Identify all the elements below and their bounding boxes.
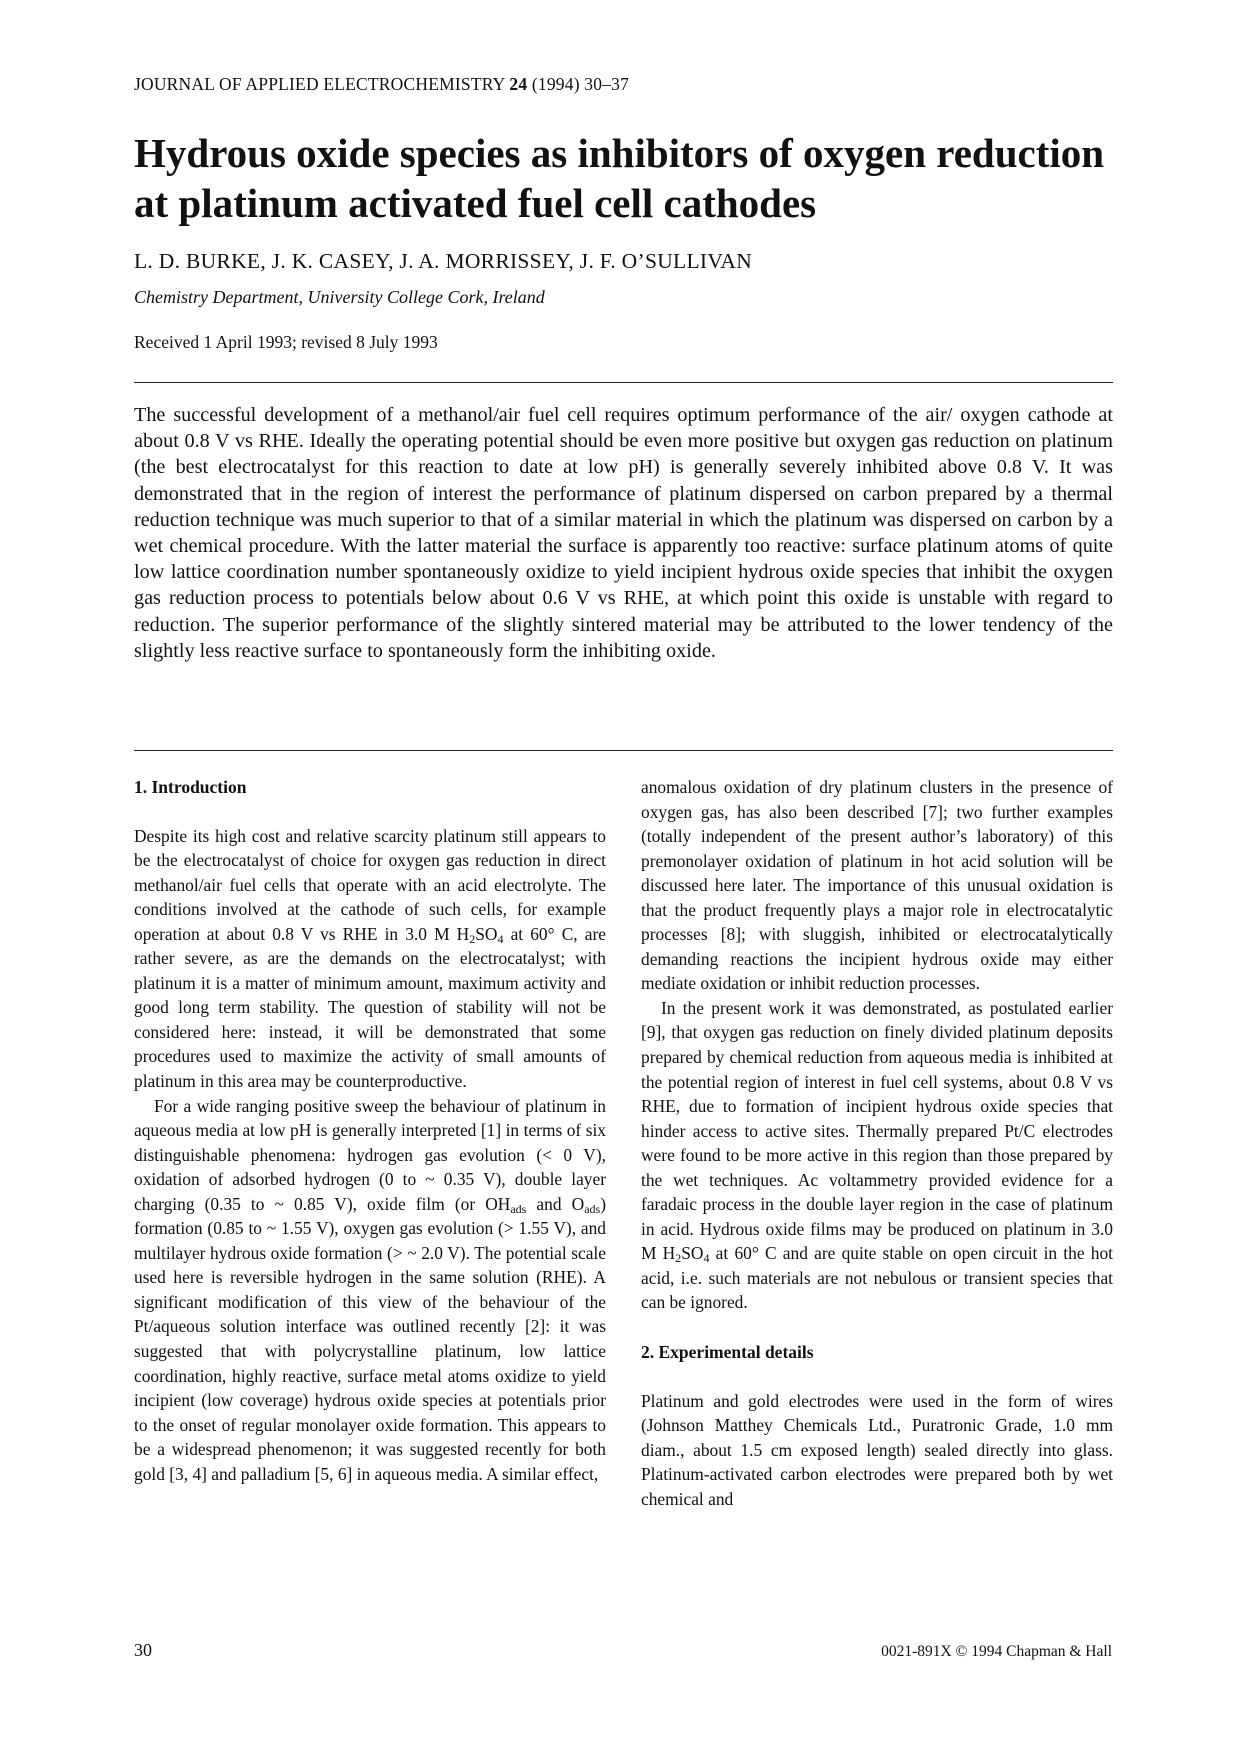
heading-spacer <box>641 1365 1113 1389</box>
author-list: L. D. BURKE, J. K. CASEY, J. A. MORRISSEY, J. F. O’SULLIVAN <box>134 249 753 273</box>
abstract-top-rule <box>134 382 1113 383</box>
section-heading-introduction: 1. Introduction <box>134 777 247 797</box>
abstract: The successful development of a methanol/air fuel cell requires optimum performance of the air/ oxygen cathode at about 0.8 V vs RHE. Ideally the operating potential should be even more positive but oxygen gas reduction on platinum (the best electrocatalyst for this reaction to date at low pH) is generally severely inhibited above 0.8 V. It was demonstrated that in the region of interest the performance of platinum dispersed on carbon prepared by a thermal reduction technique was much superior to that of a similar material in which the platinum was dispersed on carbon by a wet chemical procedure. With the latter material the surface is apparently too reactive: surface platinum atoms of quite low lattice coordination number spontaneously oxidize to yield incipient hydrous oxide species that inhibit the oxygen gas reduction process to potentials below about 0.6 V vs RHE, at which point this oxide is unstable with regard to reduction. The superior performance of the slightly sintered material may be attributed to the lower tendency of the slightly less reactive surface to spontaneously form the inhibiting oxide. <box>134 404 1113 662</box>
journal-header <box>134 74 629 95</box>
affiliation: Chemistry Department, University College Cork, Ireland <box>134 287 545 307</box>
heading-spacer <box>134 800 606 824</box>
copyright-line: 0021-891X © 1994 Chapman & Hall <box>881 1643 1112 1660</box>
intro-paragraph-3: anomalous oxidation of dry platinum clusters in the presence of oxygen gas, has also been described [7]; two further examples (totally independent of the present author’s laboratory) of this premonolayer oxidation of platinum in hot acid solution will be discussed here later. The importance of this unusual oxidation is that the product frequently plays a major role in electrocatalytic processes [8]; with sluggish, inhibited or electrocatalytically demanding reactions the incipient hydrous oxide may either mediate oxidation or inhibit reduction processes. <box>641 777 1113 994</box>
page-number: 30 <box>134 1640 152 1660</box>
article-title: Hydrous oxide species as inhibitors of oxygen reduction at platinum activated fuel cell cathodes <box>134 130 1105 226</box>
intro-paragraph-4: In the present work it was demonstrated, as postulated earlier [9], that oxygen gas reduction on finely divided platinum deposits prepared by chemical reduction from aqueous media is inhibited at the potential region of interest in fuel cell systems, about 0.8 V vs RHE, due to formation of incipient hydrous oxide species that hinder access to active sites. Thermally prepared Pt/C electrodes were found to be more active in this region than those prepared by the wet techniques. Ac voltammetry provided evidence for a faradaic process in the double layer region in the case of platinum in acid. Hydrous oxide films may be produced on platinum in 3.0 M $H_2SO_4$ at 60° C and are quite stable on open circuit in the hot acid, i.e. such materials are not nebulous or transient species that can be ignored. <box>641 997 1113 1313</box>
journal-volume: 24 <box>509 74 528 94</box>
section-spacer <box>641 1315 1113 1340</box>
intro-paragraph-1: Despite its high cost and relative scarcity platinum still appears to be the electrocatalyst of choice for oxygen gas reduction in direct methanol/air fuel cells that operate with an acid electrolyte. The conditions involved at the cathode of such cells, for example operation at about 0.8 V vs RHE in 3.0 M $H_2SO_4$ at 60° C, are rather severe, as are the demands on the electrocatalyst; with platinum it is a matter of minimum amount, maximum activity and good long term stability. The question of stability will not be considered here: instead, it will be demonstrated that some procedures used to maximize the activity of small amounts of platinum in this area may be counterproductive. <box>134 825 606 1092</box>
experimental-paragraph-1: Platinum and gold electrodes were used in the form of wires (Johnson Matthey Chemicals Ltd., Puratronic Grade, 1.0 mm diam., about 1.5 cm exposed length) sealed directly into glass. Platinum-activated carbon electrodes were prepared both by wet chemical and <box>641 1390 1113 1509</box>
section-heading-experimental: 2. Experimental details <box>641 1342 814 1363</box>
left-column <box>134 775 606 1486</box>
intro-paragraph-2: For a wide ranging positive sweep the behaviour of platinum in aqueous media at low pH is generally interpreted [1] in terms of six distinguishable phenomena: hydrogen gas evolution (< 0 V), oxidation of adsorbed hydrogen (0 to ~ 0.35 V), double layer charging (0.35 to ~ 0.85 V), oxide film (or $OH_{ads}$ and $O_{ads}$) formation (0.85 to ~ 1.55 V), oxygen gas evolution (> 1.55 V), and multilayer hydrous oxide formation (> ~ 2.0 V). The potential scale used here is reversible hydrogen in the same solution (RHE). A significant modification of this view of the behaviour of the Pt/aqueous solution interface was outlined recently [2]: it was suggested that with polycrystalline platinum, low lattice coordination, highly reactive, surface metal atoms oxidize to yield incipient (low coverage) hydrous oxide species at potentials prior to the onset of regular monolayer oxide formation. This appears to be a widespread phenomenon; it was suggested recently for both gold [3, 4] and palladium [5, 6] in aqueous media. A similar effect, <box>134 1095 606 1484</box>
journal-name: JOURNAL OF APPLIED ELECTROCHEMISTRY <box>134 74 505 94</box>
abstract-bottom-rule <box>134 750 1113 751</box>
right-column <box>641 775 1113 1511</box>
journal-year-pages: (1994) 30–37 <box>531 74 630 94</box>
received-dates: Received 1 April 1993; revised 8 July 1993 <box>134 332 438 352</box>
